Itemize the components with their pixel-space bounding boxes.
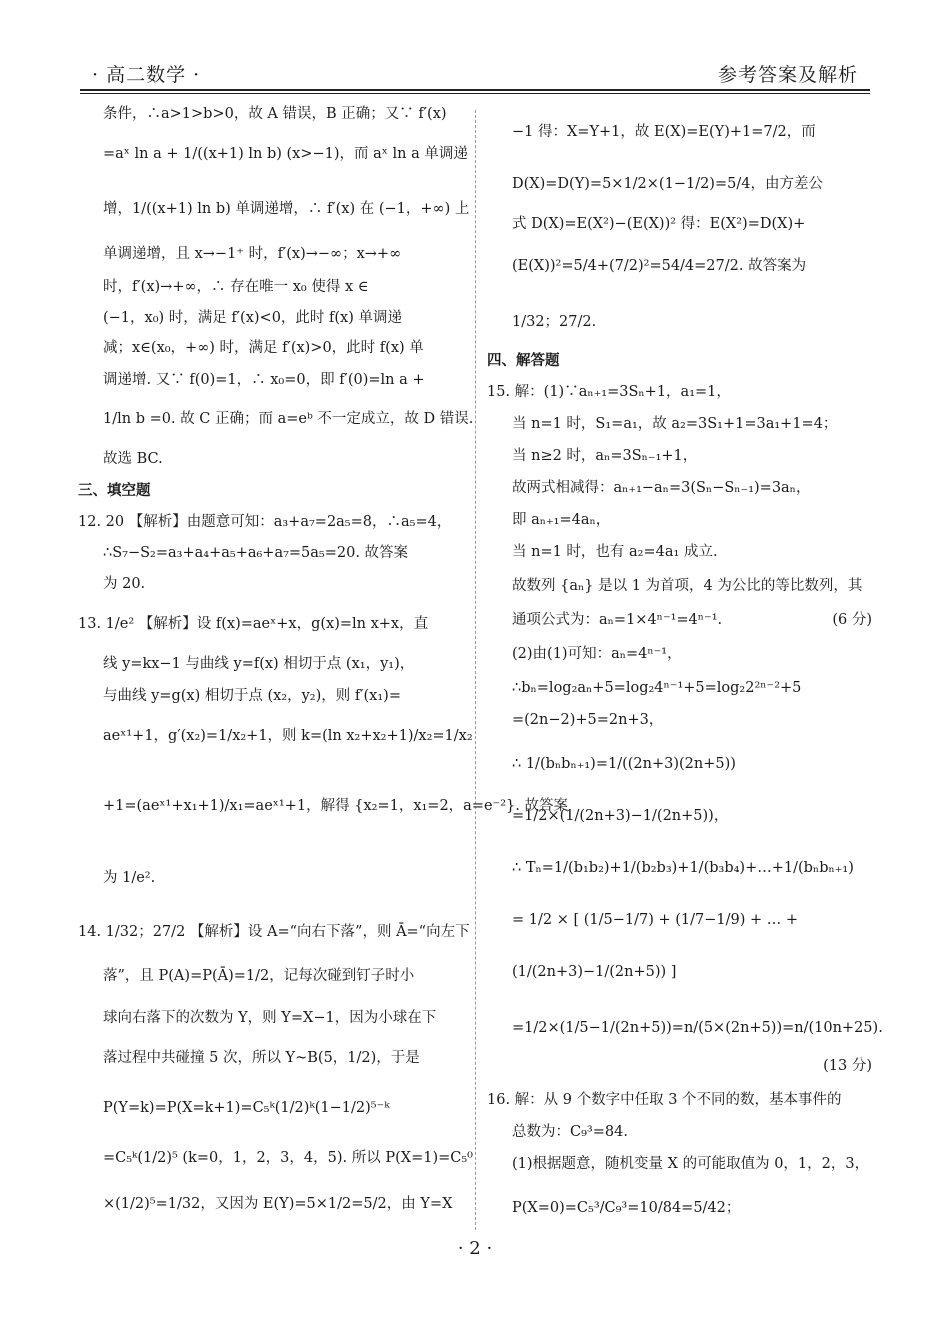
left-line: 时，f′(x)→+∞，∴ 存在唯一 x₀ 使得 x ∈ [103,279,369,295]
left-line: 调递增. 又∵ f(0)=1，∴ x₀=0，即 f′(0)=ln a + [103,372,425,388]
right-line: 当 n≥2 时，aₙ=3Sₙ₋₁+1， [512,448,698,464]
left-line: 落”，且 P(A)=P(Ā)=1/2，记每次碰到钉子时小 [103,968,415,984]
right-line: 总数为：C₉³=84. [512,1124,628,1140]
right-line: (2)由(1)可知：aₙ=4ⁿ⁻¹， [512,646,682,662]
left-line: 与曲线 y=g(x) 相切于点 (x₂，y₂)，则 f′(x₁)= [103,688,401,704]
right-line: 通项公式为：aₙ=1×4ⁿ⁻¹=4ⁿ⁻¹. [512,612,723,628]
right-line: =1/2×(1/5−1/(2n+5))=n/(5×(2n+5))=n/(10n+25). [512,1020,883,1036]
right-line: 故两式相减得：aₙ₊₁−aₙ=3(Sₙ−Sₙ₋₁)=3aₙ， [512,480,811,496]
header-section-title: 参考答案及解析 [717,64,858,86]
right-line: P(X=0)=C₅³/C₉³=10/84=5/42； [512,1200,741,1216]
left-line: 落过程中共碰撞 5 次，所以 Y~B(5，1/2)，于是 [103,1050,420,1066]
left-line: (−1，x₀) 时，满足 f′(x)<0，此时 f(x) 单调递 [103,310,402,326]
right-line: 1/32；27/2. [512,314,597,330]
right-line: =1/2×(1/(2n+3)−1/(2n+5))， [512,808,729,824]
left-line: 为 20. [103,576,146,592]
right-line: 式 D(X)=E(X²)−(E(X))² 得：E(X²)=D(X)+ [512,216,806,232]
left-line: ×(1/2)⁵=1/32，又因为 E(Y)=5×1/2=5/2，由 Y=X [103,1196,453,1212]
section-solutions: 四、解答题 [487,352,560,369]
left-line: 条件，∴a>1>b>0，故 A 错误，B 正确；又∵ f′(x) [103,106,447,122]
header-subject: · 高二数学 · [92,64,201,86]
right-line: = 1/2 × [ (1/5−1/7) + (1/7−1/9) + … + [512,912,798,928]
left-line: =aˣ ln a + 1/((x+1) ln b) (x>−1)，而 aˣ ln a 单调递 [103,146,468,162]
column-divider [475,110,476,1230]
question-14: 14. 1/32；27/2 【解析】设 A=“向右下落”，则 Ā=“向左下 [78,924,470,940]
right-line: −1 得：X=Y+1，故 E(X)=E(Y)+1=7/2，而 [512,124,816,140]
right-line: =(2n−2)+5=2n+3， [512,712,664,728]
header-rule-thick [80,89,870,91]
right-line: ∴ 1/(bₙbₙ₊₁)=1/((2n+3)(2n+5)) [512,756,736,772]
left-line: +1=(aeˣ¹+x₁+1)/x₁=aeˣ¹+1，解得 {x₂=1，x₁=2，a=e⁻²}. 故答案 [103,798,568,814]
left-line: 故选 BC. [103,451,163,467]
question-16: 16. 解：从 9 个数字中任取 3 个不同的数，基本事件的 [487,1092,842,1108]
left-line: ∴S₇−S₂=a₃+a₄+a₅+a₆+a₇=5a₅=20. 故答案 [103,545,409,561]
right-line: 即 aₙ₊₁=4aₙ， [512,512,611,528]
score-q15-part2: (13 分) [823,1058,872,1074]
page-number: · 2 · [457,1238,493,1259]
right-line: 故数列 {aₙ} 是以 1 为首项，4 为公比的等比数列，其 [512,578,863,594]
question-15: 15. 解：(1)∵aₙ₊₁=3Sₙ+1，a₁=1， [487,384,731,400]
left-line: 1/ln b =0. 故 C 正确；而 a=eᵇ 不一定成立，故 D 错误. [103,411,474,427]
left-line: =C₅ᵏ(1/2)⁵ (k=0，1，2，3，4，5). 所以 P(X=1)=C₅⁰ [103,1150,473,1166]
right-line: (1)根据题意，随机变量 X 的可能取值为 0，1，2，3， [512,1156,870,1172]
right-line: D(X)=D(Y)=5×1/2×(1−1/2)=5/4，由方差公 [512,176,823,192]
right-line: 当 n=1 时，也有 a₂=4a₁ 成立. [512,544,718,560]
header-rule-thin [80,93,870,94]
left-line: 减；x∈(x₀，+∞) 时，满足 f′(x)>0，此时 f(x) 单 [103,340,424,356]
right-line: (E(X))²=5/4+(7/2)²=54/4=27/2. 故答案为 [512,258,807,274]
score-q15-part1: (6 分) [832,612,872,628]
left-line: P(Y=k)=P(X=k+1)=C₅ᵏ(1/2)ᵏ(1−1/2)⁵⁻ᵏ [103,1100,390,1116]
left-line: 为 1/e². [103,870,156,886]
left-line: 球向右落下的次数为 Y，则 Y=X−1，因为小球在下 [103,1010,437,1026]
right-line: ∴bₙ=log₂aₙ+5=log₂4ⁿ⁻¹+5=log₂2²ⁿ⁻²+5 [512,680,802,696]
left-line: 线 y=kx−1 与曲线 y=f(x) 相切于点 (x₁，y₁)， [103,656,415,672]
left-line: aeˣ¹+1，g′(x₂)=1/x₂+1，则 k=(ln x₂+x₂+1)/x₂=1/x₂ [103,728,473,744]
left-line: 增，1/((x+1) ln b) 单调递增，∴ f′(x) 在 (−1，+∞) 上 [103,201,470,217]
section-fill-in-blank: 三、填空题 [78,482,151,499]
right-line: ∴ Tₙ=1/(b₁b₂)+1/(b₂b₃)+1/(b₃b₄)+…+1/(bₙbₙ₊₁) [512,860,854,876]
right-line: 当 n=1 时，S₁=a₁，故 a₂=3S₁+1=3a₁+1=4； [512,416,838,432]
question-13: 13. 1/e² 【解析】设 f(x)=aeˣ+x，g(x)=ln x+x，直 [78,616,429,632]
right-line: (1/(2n+3)−1/(2n+5)) ] [512,964,677,980]
left-line: 单调递增，且 x→−1⁺ 时，f′(x)→−∞；x→+∞ [103,246,402,262]
question-12: 12. 20 【解析】由题意可知：a₃+a₇=2a₅=8，∴a₅=4， [78,514,452,530]
